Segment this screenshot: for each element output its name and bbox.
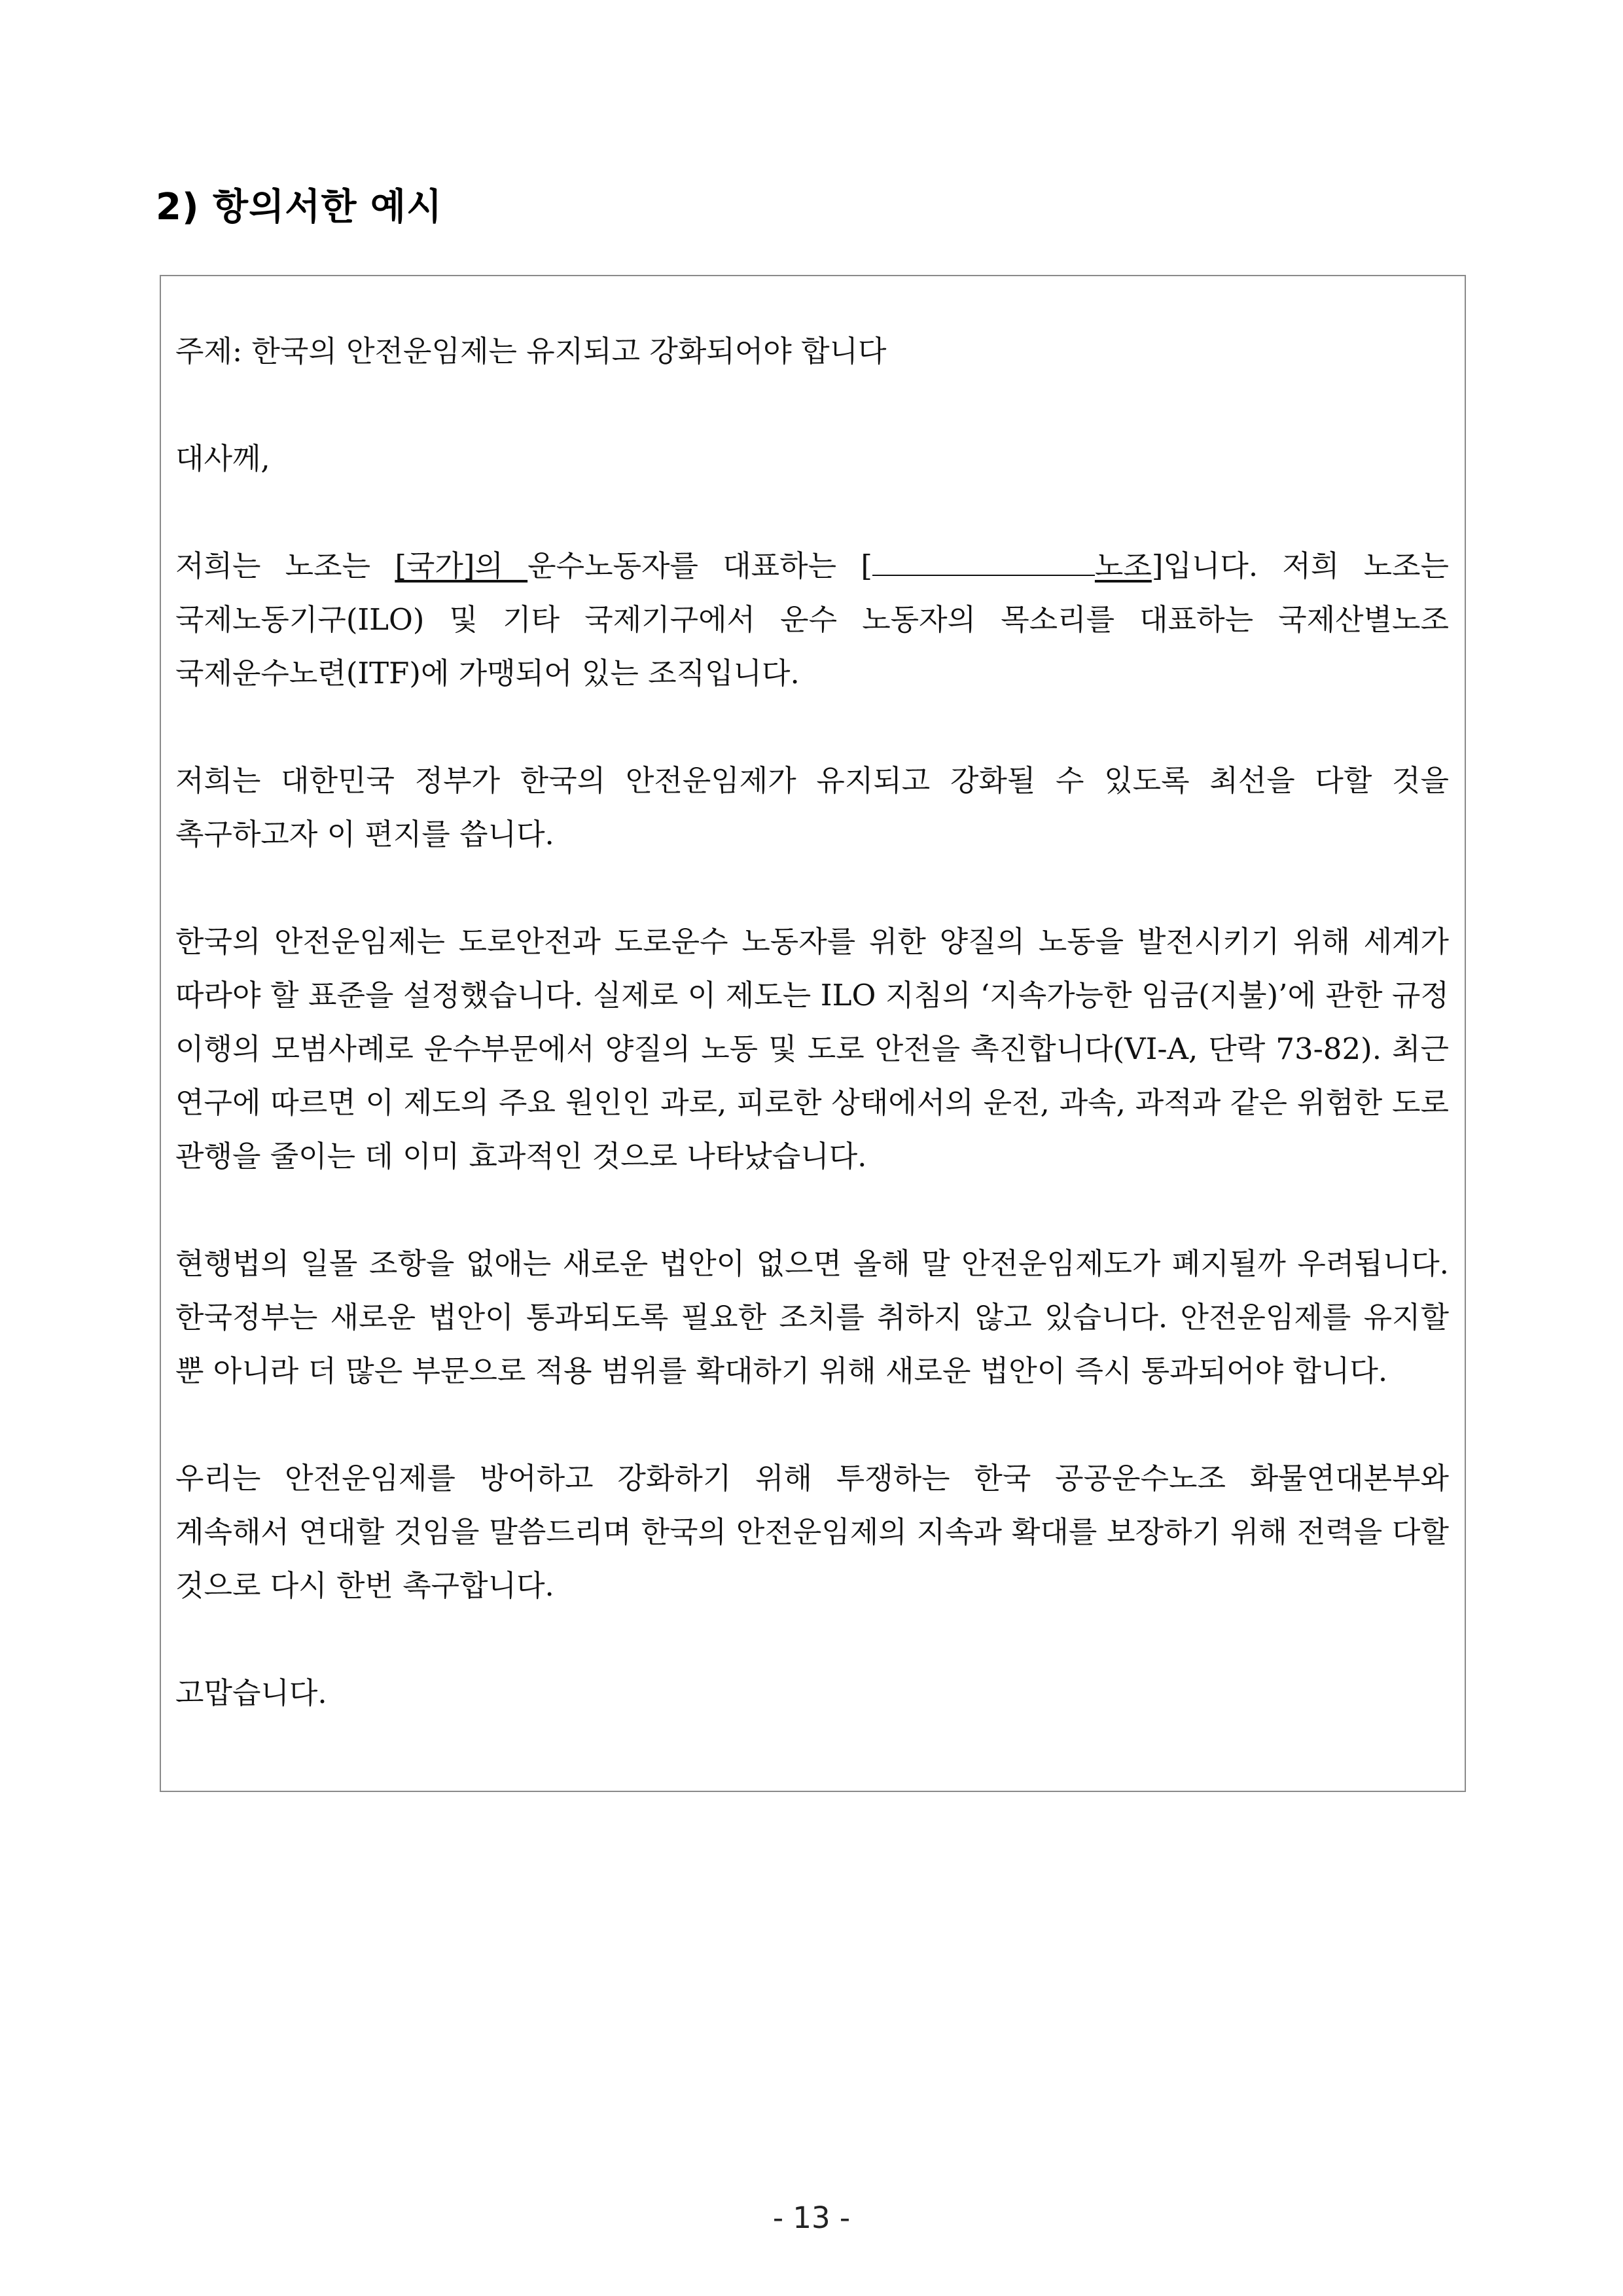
letter-salutation: 대사께,: [175, 441, 270, 476]
letter-background-paragraph: 한국의 안전운임제는 도로안전과 도로운수 노동자를 위한 양질의 노동을 발전시키기 위해 세계가 따라야 할 표준을 설정했습니다. 실제로 이 제도는 ILO 지침의 ‘지속가능한 임금(지불)’에 관한 규정 이행의 모범사례로 운수부문에서 양질의 노동 및 도로 안전을 촉진합니다(VI-A, 단락 73-82). 최근 연구에 따르면 이 제도의 주요 원인인 과로, 피로한 상태에서의 운전, 과속, 과적과 같은 위험한 도로 관행을 줄이는 데 이미 효과적인 것으로 나타났습니다.: [175, 924, 1449, 1174]
intro-text-3: ]입니다. 저희 노조는 국제노동기구(ILO) 및 기타 국제기구에서 운수 노동자의 목소리를 대표하는 국제산별노조 국제운수노련(ITF)에 가맹되어 있는 조직입니다.: [175, 548, 1449, 691]
page-number: - 13 -: [772, 2200, 851, 2235]
letter-intro-paragraph: [175, 539, 1449, 700]
intro-text-1: 저희는 노조는: [175, 548, 395, 583]
country-placeholder: [국가]의: [395, 548, 528, 583]
letter-concern-paragraph: 현행법의 일몰 조항을 없애는 새로운 법안이 없으면 올해 말 안전운임제도가 폐지될까 우려됩니다. 한국정부는 새로운 법안이 통과되도록 필요한 조치를 취하지 않고 있습니다. 안전운임제를 유지할 뿐 아니라 더 많은 부문으로 적용 범위를 확대하기 위해 새로운 법안이 즉시 통과되어야 합니다.: [175, 1246, 1449, 1388]
letter-solidarity-paragraph: 우리는 안전운임제를 방어하고 강화하기 위해 투쟁하는 한국 공공운수노조 화물연대본부와 계속해서 연대할 것임을 말씀드리며 한국의 안전운임제의 지속과 확대를 보장하기 위해 전력을 다할 것으로 다시 한번 촉구합니다.: [175, 1461, 1449, 1603]
intro-text-2: 운수노동자를 대표하는 [: [527, 548, 872, 583]
section-heading: 2) 항의서한 예시: [156, 186, 443, 228]
sample-letter-box: [160, 275, 1466, 1792]
letter-subject: 주제: 한국의 안전운임제는 유지되고 강화되어야 합니다: [175, 334, 887, 368]
letter-purpose-paragraph: 저희는 대한민국 정부가 한국의 안전운임제가 유지되고 강화될 수 있도록 최선을 다할 것을 촉구하고자 이 편지를 씁니다.: [175, 763, 1449, 852]
union-placeholder: 노조: [1094, 548, 1152, 583]
letter-closing: 고맙습니다.: [175, 1676, 327, 1710]
union-name-blank: [872, 552, 1095, 576]
